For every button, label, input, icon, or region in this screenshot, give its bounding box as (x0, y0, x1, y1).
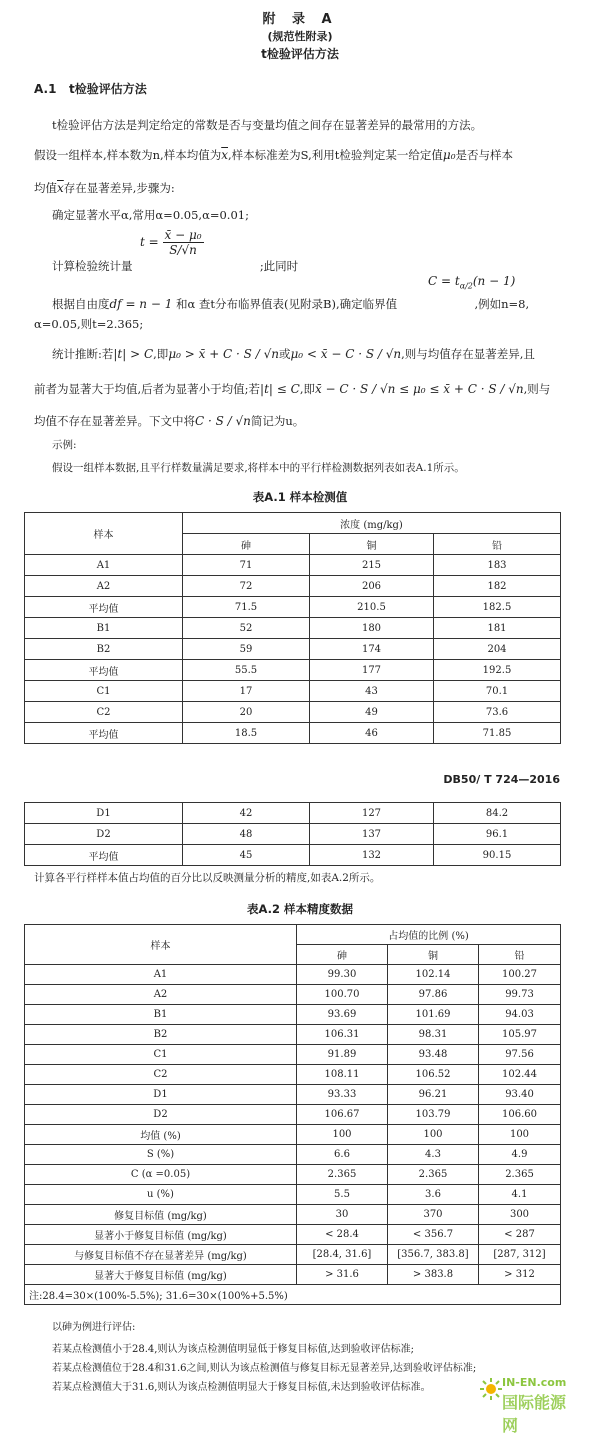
table-cell-value: 180 (310, 618, 434, 639)
table-cell-value: 84.2 (434, 803, 561, 824)
table-cell-value: 70.1 (434, 681, 561, 702)
example-label: 示例: (52, 439, 77, 451)
table-cell-value: 206 (310, 576, 434, 597)
table2-subheader: 铅 (479, 945, 561, 965)
p9-text-a: 前者为显著大于均值,后者为显著小于均值;若 (34, 382, 261, 396)
table-cell-value: 2.365 (297, 1165, 388, 1185)
watermark-logo (480, 1370, 570, 1435)
t-fraction (163, 228, 204, 257)
table2-row (25, 1225, 561, 1245)
p8-text-d: ,则与均值存在显著差异,且 (401, 347, 535, 361)
xbar-symbol-2: $\overline{x}$ (57, 181, 64, 195)
table-cell-value: 102.44 (479, 1065, 561, 1085)
appendix-subtitle: (规范性附录) (267, 30, 333, 43)
table-cell-value: 106.31 (297, 1025, 388, 1045)
example-text: 假设一组样本数据,且平行样数量满足要求,将样本中的平行样检测数据列表如表A.1所示。 (52, 462, 465, 474)
table-cell-label: 显著大于修复目标值 (mg/kg) (25, 1265, 297, 1285)
table2-row (25, 1085, 561, 1105)
table-cell-label: 平均值 (25, 845, 183, 866)
table2-caption: 表A.2 样本精度数据 (247, 902, 353, 916)
table1-row (25, 824, 561, 845)
table1-caption: 表A.1 样本检测值 (252, 490, 348, 504)
p10-text-a: 均值不存在显著差异。下文中将 (34, 414, 195, 428)
table-cell-value: 103.79 (388, 1105, 479, 1125)
table-cell-value: 42 (183, 803, 310, 824)
table-cell-value: 100.70 (297, 985, 388, 1005)
p9-text-c: ,则与 (523, 382, 551, 396)
table2-row (25, 1005, 561, 1025)
table1-row (25, 803, 561, 824)
table-cell-label: C2 (25, 702, 183, 723)
paragraph-3 (34, 180, 175, 196)
p2-text-b: ,样本标准差为S,利用t检验判定某一给定值 (228, 148, 443, 162)
p2-text-a: 假设一组样本,样本数为n,样本均值为 (34, 148, 222, 162)
table-cell-label: 修复目标值 (mg/kg) (25, 1205, 297, 1225)
conclusion-line-1: 若某点检测值小于28.4,则认为该点检测值明显低于修复目标值,达到验收评估标准; (52, 1344, 414, 1355)
ineq2: μ₀ < x̄ − C · S / √n (290, 347, 402, 361)
section-title: t检验评估方法 (68, 82, 147, 96)
ineq3: x̄ − C · S / √n ≤ μ₀ ≤ x̄ + C · S / √n (314, 382, 524, 396)
df-formula: df = n − 1 (109, 297, 173, 311)
table-cell-value: > 31.6 (297, 1265, 388, 1285)
table-cell-value: 6.6 (297, 1145, 388, 1165)
table-cell-value: 300 (479, 1205, 561, 1225)
table-cell-value: 108.11 (297, 1065, 388, 1085)
table-cell-value: [287, 312] (479, 1245, 561, 1265)
table1-header-concentration: 浓度 (mg/kg) (183, 513, 561, 534)
table-cell-value: 94.03 (479, 1005, 561, 1025)
c-formula (428, 274, 515, 290)
table-cell-label: u (%) (25, 1185, 297, 1205)
table1-subheader: 砷 (183, 534, 310, 555)
t-formula (140, 228, 204, 257)
table-cell-value: 100 (297, 1125, 388, 1145)
p6-text-b: 和α 查t分布临界值表(见附录B),确定临界值 (176, 297, 398, 311)
table1-row (25, 639, 561, 660)
table-cell-value: 127 (310, 803, 434, 824)
table-cell-value: 97.56 (479, 1045, 561, 1065)
table-cell-label: S (%) (25, 1145, 297, 1165)
p8-text-c: 或 (278, 347, 291, 361)
t-numerator: x̄ − μ₀ (164, 228, 202, 242)
table-cell-value: 4.1 (479, 1185, 561, 1205)
table2-row (25, 1185, 561, 1205)
table2-row (25, 1045, 561, 1065)
table-cell-value: 73.6 (434, 702, 561, 723)
table-cell-label: A2 (25, 576, 183, 597)
table-cell-label: C2 (25, 1065, 297, 1085)
table-cell-value: 30 (297, 1205, 388, 1225)
table1-row (25, 681, 561, 702)
table2-row (25, 1265, 561, 1285)
conclusion-line-3: 若某点检测值大于31.6,则认为该点检测值明显大于修复目标值,未达到验收评估标准。 (52, 1382, 431, 1393)
table-cell-value: 106.52 (388, 1065, 479, 1085)
table-cell-value: 90.15 (434, 845, 561, 866)
table-cell-value: 17 (183, 681, 310, 702)
table1-row (25, 555, 561, 576)
table-cell-value: 99.73 (479, 985, 561, 1005)
table-cell-value: 20 (183, 702, 310, 723)
table-cell-value: 49 (310, 702, 434, 723)
table-cell-value: 99.30 (297, 965, 388, 985)
p6-text-a: 根据自由度 (52, 297, 110, 311)
table1-continued (24, 802, 561, 866)
table2-subheader: 砷 (297, 945, 388, 965)
conclusion-line-2: 若某点检测值位于28.4和31.6之间,则认为该点检测值与修复目标无显著差异,达到验收评估标准; (52, 1363, 477, 1374)
table-cell-value: 71.85 (434, 723, 561, 744)
table-cell-value: 71.5 (183, 597, 310, 618)
table2-row (25, 1025, 561, 1045)
table-cell-value: 5.5 (297, 1185, 388, 1205)
mu0-symbol: μ₀ (442, 148, 456, 162)
table-cell-value: 71 (183, 555, 310, 576)
p5-text-b: ;此同时 (259, 259, 299, 273)
table-cell-value: 137 (310, 824, 434, 845)
table-cell-value: < 356.7 (388, 1225, 479, 1245)
table-cell-value: 101.69 (388, 1005, 479, 1025)
table-cell-label: B2 (25, 639, 183, 660)
table-cell-value: 93.48 (388, 1045, 479, 1065)
table-cell-value: 183 (434, 555, 561, 576)
table-cell-value: 45 (183, 845, 310, 866)
table-cell-label: D1 (25, 1085, 297, 1105)
ineq1: μ₀ > x̄ + C · S / √n (168, 347, 279, 361)
u-expression: C · S / √n (195, 414, 251, 428)
section-heading (34, 80, 147, 97)
table-cell-label: D2 (25, 1105, 297, 1125)
table-cell-value: [356.7, 383.8] (388, 1245, 479, 1265)
table-cell-value: 106.67 (297, 1105, 388, 1125)
table2-row (25, 1165, 561, 1185)
table-cell-value: 97.86 (388, 985, 479, 1005)
table-cell-value: 3.6 (388, 1185, 479, 1205)
cond1: |t| > C (113, 347, 154, 361)
table2-note: 注:28.4=30×(100%-5.5%); 31.6=30×(100%+5.5%) (25, 1285, 561, 1305)
c-subscript: α/2 (459, 281, 473, 291)
appendix-title: 附 录 A (262, 12, 338, 27)
cond2: |t| ≤ C (260, 382, 300, 396)
watermark-line-1: IN-EN.com (502, 1376, 567, 1389)
paragraph-9 (34, 381, 550, 397)
paragraph-7: α=0.05,则t=2.365; (34, 317, 144, 331)
table-cell-value: 2.365 (388, 1165, 479, 1185)
table-cell-value: 96.1 (434, 824, 561, 845)
table-cell-value: 59 (183, 639, 310, 660)
c-rest: (n − 1) (472, 274, 516, 288)
table-cell-value: 106.60 (479, 1105, 561, 1125)
t-denominator: S/√n (169, 243, 197, 257)
table-cell-label: A1 (25, 965, 297, 985)
table-cell-value: 100 (479, 1125, 561, 1145)
table1-row (25, 576, 561, 597)
paragraph-6 (52, 296, 529, 312)
table-cell-label: B1 (25, 1005, 297, 1025)
table-cell-value: 174 (310, 639, 434, 660)
table-cell-label: B1 (25, 618, 183, 639)
table-cell-value: 46 (310, 723, 434, 744)
table-cell-label: 平均值 (25, 660, 183, 681)
watermark-line-2: 国际能源网 (502, 1393, 567, 1435)
table1-row (25, 845, 561, 866)
sun-icon (480, 1378, 502, 1400)
table1 (24, 512, 561, 744)
p9-text-b: ,即 (299, 382, 315, 396)
table-cell-label: B2 (25, 1025, 297, 1045)
table2 (24, 924, 561, 1305)
table-cell-value: 91.89 (297, 1045, 388, 1065)
table-cell-value: 370 (388, 1205, 479, 1225)
table-cell-value: 52 (183, 618, 310, 639)
table1-subheader: 铜 (310, 534, 434, 555)
section-number: A.1 (34, 82, 57, 96)
paragraph-2 (34, 147, 513, 163)
p10-text-b: 简记为u。 (250, 414, 305, 428)
table-cell-label: A2 (25, 985, 297, 1005)
table-cell-value: 55.5 (183, 660, 310, 681)
table1-row (25, 702, 561, 723)
mid-text: 计算各平行样样本值占均值的百分比以反映测量分析的精度,如表A.2所示。 (34, 872, 381, 884)
table-cell-value: 48 (183, 824, 310, 845)
paragraph-4: 确定显著水平α,常用α=0.05,α=0.01; (52, 208, 249, 222)
table-cell-value: 182 (434, 576, 561, 597)
p5-text-a: 计算检验统计量 (52, 259, 133, 273)
table-cell-label: 平均值 (25, 723, 183, 744)
table-cell-label: C1 (25, 1045, 297, 1065)
table-cell-label: C (α =0.05) (25, 1165, 297, 1185)
table-cell-label: D2 (25, 824, 183, 845)
table-cell-value: 215 (310, 555, 434, 576)
appendix-name: t检验评估方法 (261, 47, 339, 61)
table-cell-value: 100.27 (479, 965, 561, 985)
table-cell-value: 100 (388, 1125, 479, 1145)
table-cell-value: 177 (310, 660, 434, 681)
table-cell-value: 2.365 (479, 1165, 561, 1185)
table-cell-value: 72 (183, 576, 310, 597)
table-cell-label: C1 (25, 681, 183, 702)
table-cell-value: 18.5 (183, 723, 310, 744)
table-cell-value: < 287 (479, 1225, 561, 1245)
table-cell-value: 43 (310, 681, 434, 702)
table1-header-sample: 样本 (25, 513, 183, 555)
table-cell-value: 192.5 (434, 660, 561, 681)
paragraph-10 (34, 413, 304, 429)
table2-row (25, 1245, 561, 1265)
table-cell-value: 98.31 (388, 1025, 479, 1045)
table2-subheader: 铜 (388, 945, 479, 965)
table1-row (25, 723, 561, 744)
conclusion-intro: 以砷为例进行评估: (52, 1322, 136, 1333)
p6-text-c: ,例如n=8, (474, 297, 530, 311)
t-lhs: t = (140, 235, 159, 249)
table2-header-sample: 样本 (25, 925, 297, 965)
table2-row (25, 1125, 561, 1145)
standard-code: DB50/ T 724—2016 (443, 773, 560, 786)
table-cell-value: 132 (310, 845, 434, 866)
table1-subheader: 铅 (434, 534, 561, 555)
table1-row (25, 597, 561, 618)
table-cell-label: D1 (25, 803, 183, 824)
table-cell-value: > 312 (479, 1265, 561, 1285)
table1-row (25, 618, 561, 639)
table-cell-value: 4.3 (388, 1145, 479, 1165)
table2-row (25, 965, 561, 985)
table2-row (25, 1145, 561, 1165)
p3-text-a: 均值 (34, 181, 57, 195)
table-cell-label: A1 (25, 555, 183, 576)
table-cell-value: 204 (434, 639, 561, 660)
c-lhs: C = t (428, 274, 460, 288)
table-cell-label: 显著小于修复目标值 (mg/kg) (25, 1225, 297, 1245)
table-cell-value: 93.33 (297, 1085, 388, 1105)
table-cell-value: 182.5 (434, 597, 561, 618)
paragraph-8 (52, 346, 535, 362)
table-cell-value: 102.14 (388, 965, 479, 985)
xbar-symbol: $\overline{x}$ (221, 148, 228, 162)
table1-row (25, 660, 561, 681)
table-cell-value: 210.5 (310, 597, 434, 618)
table2-row (25, 1105, 561, 1125)
table-cell-value: 96.21 (388, 1085, 479, 1105)
p2-text-c: 是否与样本 (455, 148, 514, 162)
table2-header-ratio: 占均值的比例 (%) (297, 925, 561, 945)
paragraph-1: t检验评估方法是判定给定的常数是否与变量均值之间存在显著差异的最常用的方法。 (52, 118, 483, 132)
table-cell-value: > 383.8 (388, 1265, 479, 1285)
table-cell-value: < 28.4 (297, 1225, 388, 1245)
table-cell-value: 105.97 (479, 1025, 561, 1045)
table2-row (25, 1205, 561, 1225)
table-cell-label: 平均值 (25, 597, 183, 618)
paragraph-5 (52, 258, 298, 274)
table-cell-value: 4.9 (479, 1145, 561, 1165)
table-cell-label: 均值 (%) (25, 1125, 297, 1145)
table-cell-label: 与修复目标值不存在显著差异 (mg/kg) (25, 1245, 297, 1265)
table-cell-value: 181 (434, 618, 561, 639)
table2-row (25, 1065, 561, 1085)
p8-text-b: ,即 (153, 347, 169, 361)
table-cell-value: 93.69 (297, 1005, 388, 1025)
p8-text-a: 统计推断:若 (52, 347, 114, 361)
p3-text-b: 存在显著差异,步骤为: (63, 181, 175, 195)
table2-row (25, 985, 561, 1005)
table-cell-value: [28.4, 31.6] (297, 1245, 388, 1265)
table-cell-value: 93.40 (479, 1085, 561, 1105)
